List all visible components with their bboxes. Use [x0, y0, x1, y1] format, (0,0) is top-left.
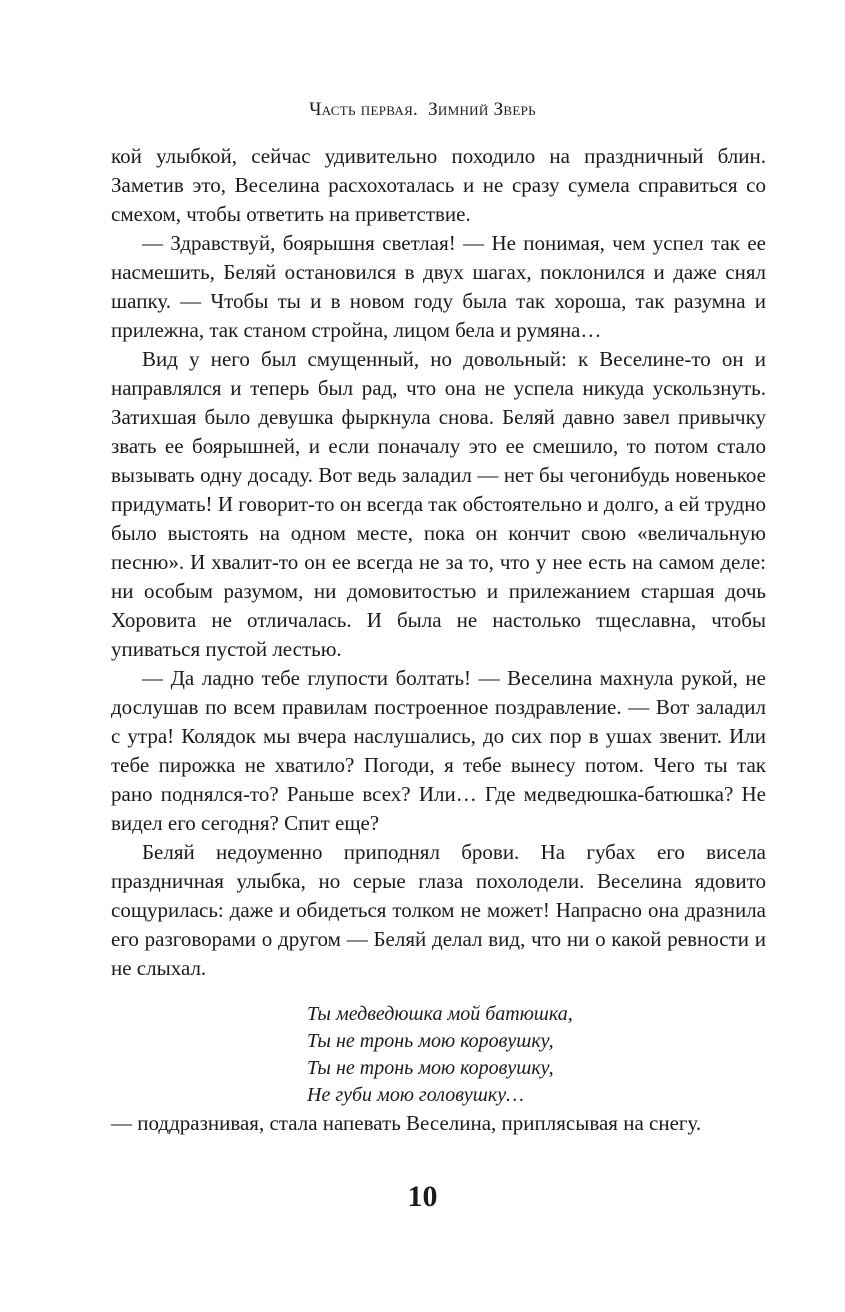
paragraph: — Да ладно тебе глупости болтать! — Веселина махнула рукой, не дослушав по всем правилам построенное поздравление. — Вот заладил с утра! Колядок мы вчера наслушались, до сих пор в ушах звенит. Или тебе пирожка не хватило? Погоди, я тебе вынесу потом. Чего ты так рано поднялся-то? Раньше всех? Или… Где медведюшка-батюшка? Не видел его сегодня? Спит еще?	[111, 666, 766, 835]
paragraph: — Здравствуй, боярышня светлая! — Не понимая, чем успел так ее насмешить, Беляй остановился в двух шагах, поклонился и даже снял шапку. — Чтобы ты и в новом году была так хороша, так разумна и прилежна, так станом стройна, лицом бела и румяна…	[111, 231, 766, 342]
song-verse	[307, 1001, 766, 1109]
verse-line: Ты медведюшка мой батюшка,	[307, 1003, 573, 1025]
body-text	[111, 142, 766, 1138]
running-head-part: Часть первая.	[309, 99, 419, 120]
verse-line: Ты не тронь мою коровушку,	[307, 1030, 554, 1052]
running-head	[0, 99, 845, 121]
running-head-title: Зимний Зверь	[428, 99, 536, 120]
verse-line: Не губи мою головушку…	[307, 1084, 524, 1106]
paragraph: Беляй недоуменно приподнял брови. На губах его висела праздничная улыбка, но серые глаза похолодели. Веселина ядовито сощурилась: даже и обидеться толком не может! Напрасно она дразнила его разговорами о другом — Беляй делал вид, что ни о какой ревности и не слыхал.	[111, 840, 766, 980]
page-number: 10	[407, 1180, 438, 1213]
verse-line: Ты не тронь мою коровушку,	[307, 1057, 554, 1079]
paragraph-after-verse: — поддразнивая, стала напевать Веселина, приплясывая на снегу.	[111, 1111, 702, 1135]
paragraph: Вид у него был смущенный, но довольный: к Веселине-то он и направлялся и теперь был рад, что она не успела никуда ускользнуть. Затихшая было девушка фыркнула снова. Беляй давно завел привычку звать ее боярышней, и если поначалу это ее смешило, то потом стало вызывать одну досаду. Вот ведь заладил — нет бы чегонибудь новенькое придумать! И говорит-то он всегда так обстоятельно и долго, а ей трудно было выстоять на одном месте, пока он кончит свою «величальную песню». И хвалит-то он ее всегда не за то, что у нее есть на самом деле: ни особым разумом, ни домовитостью и прилежанием старшая дочь Хоровита не отличалась. И была не настолько тщеславна, чтобы упиваться пустой лестью.	[111, 347, 766, 661]
paragraph-continuation: кой улыбкой, сейчас удивительно походило на праздничный блин. Заметив это, Веселина расхохоталась и не сразу сумела справиться со смехом, чтобы ответить на приветствие.	[111, 144, 766, 226]
